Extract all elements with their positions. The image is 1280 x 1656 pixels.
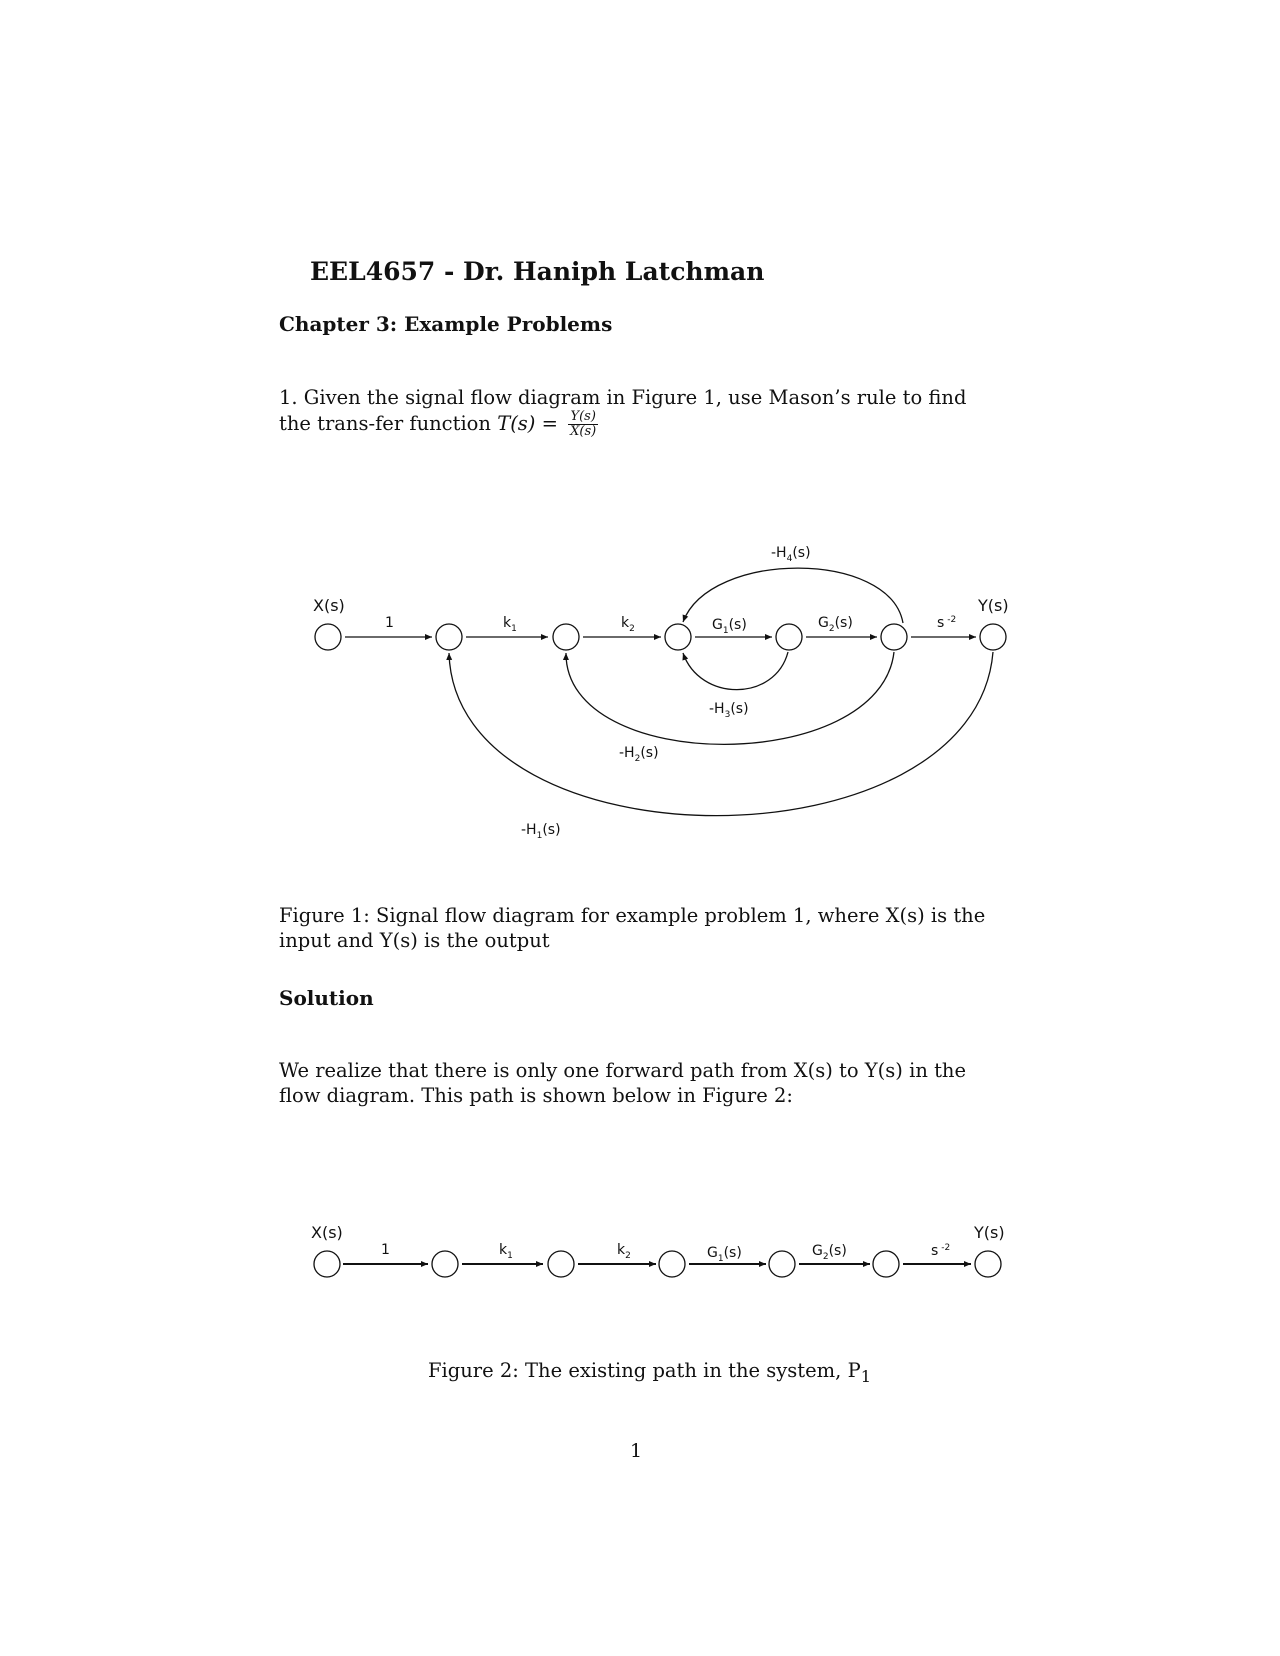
path-branch-s-label: s $^{-2}$ xyxy=(931,1243,951,1259)
branch-s-label: s $^{-2}$ xyxy=(937,615,957,631)
path-branch-g2-label: $G_2(s)$ xyxy=(812,1243,847,1262)
feedback-h4-path xyxy=(683,568,903,623)
path-branch-1-label: 1 xyxy=(381,1242,390,1258)
node-3 xyxy=(553,624,579,650)
path-node-6 xyxy=(873,1251,899,1277)
fraction-numerator: Y(s) xyxy=(568,410,598,425)
fraction-denominator: X(s) xyxy=(570,424,597,439)
branch-k1-label: $k_1$ xyxy=(503,615,517,634)
node-2 xyxy=(436,624,462,650)
node-5 xyxy=(776,624,802,650)
path-node-4 xyxy=(659,1251,685,1277)
feedback-h1-label: $-H_1(s)$ xyxy=(521,822,561,841)
chapter-heading: Chapter 3: Example Problems xyxy=(279,312,613,336)
feedback-h2-label: $-H_2(s)$ xyxy=(619,745,659,764)
branch-k2-label: $k_2$ xyxy=(621,615,635,634)
feedback-h2-path xyxy=(566,652,894,744)
figure-1-caption: Figure 1: Signal flow diagram for example problem 1, where X(s) is the input and Y(s) is the output xyxy=(279,904,986,952)
solution-text: We realize that there is only one forward path from X(s) to Y(s) in the flow diagram. This path is shown below in Figure 2: xyxy=(279,1059,967,1107)
node-4 xyxy=(665,624,691,650)
path-node-3 xyxy=(548,1251,574,1277)
path-input-label: X(s) xyxy=(311,1223,343,1242)
feedback-h3-path xyxy=(683,652,788,690)
output-label: Y(s) xyxy=(978,596,1009,615)
node-output xyxy=(980,624,1006,650)
path-node-5 xyxy=(769,1251,795,1277)
solution-heading: Solution xyxy=(279,986,374,1010)
problem-statement xyxy=(279,385,997,439)
feedback-h4-label: $-H_4(s)$ xyxy=(771,545,811,564)
path-branch-k2-label: $k_2$ xyxy=(617,1242,631,1261)
path-node-2 xyxy=(432,1251,458,1277)
problem-text: 1. Given the signal flow diagram in Figure 1, use Mason’s rule to find the trans-fer function xyxy=(279,386,967,435)
figure-2-diagram xyxy=(0,1210,1280,1290)
path-branch-g1-label: $G_1(s)$ xyxy=(707,1245,742,1264)
figure-1-diagram xyxy=(0,530,1280,850)
page-number: 1 xyxy=(630,1440,643,1462)
figure-2-caption-text: Figure 2: The existing path in the system, P xyxy=(428,1359,861,1382)
feedback-h3-label: $-H_3(s)$ xyxy=(709,701,749,720)
path-branch-k1-label: $k_1$ xyxy=(499,1242,513,1261)
figure-2-caption xyxy=(428,1359,871,1386)
node-input xyxy=(315,624,341,650)
path-output-label: Y(s) xyxy=(974,1223,1005,1242)
branch-g1-label: $G_1(s)$ xyxy=(712,617,747,636)
node-6 xyxy=(881,624,907,650)
branch-g2-label: $G_2(s)$ xyxy=(818,615,853,634)
path-node-output xyxy=(975,1251,1001,1277)
transfer-function-lhs: T(s) = xyxy=(497,412,558,435)
path-node-input xyxy=(314,1251,340,1277)
branch-1-label: 1 xyxy=(385,615,394,631)
document-title: EEL4657 - Dr. Haniph Latchman xyxy=(310,257,765,286)
feedback-h1-path xyxy=(449,652,993,816)
transfer-function-fraction xyxy=(568,410,598,439)
figure-2-caption-subscript: 1 xyxy=(860,1366,872,1386)
input-label: X(s) xyxy=(313,596,345,615)
